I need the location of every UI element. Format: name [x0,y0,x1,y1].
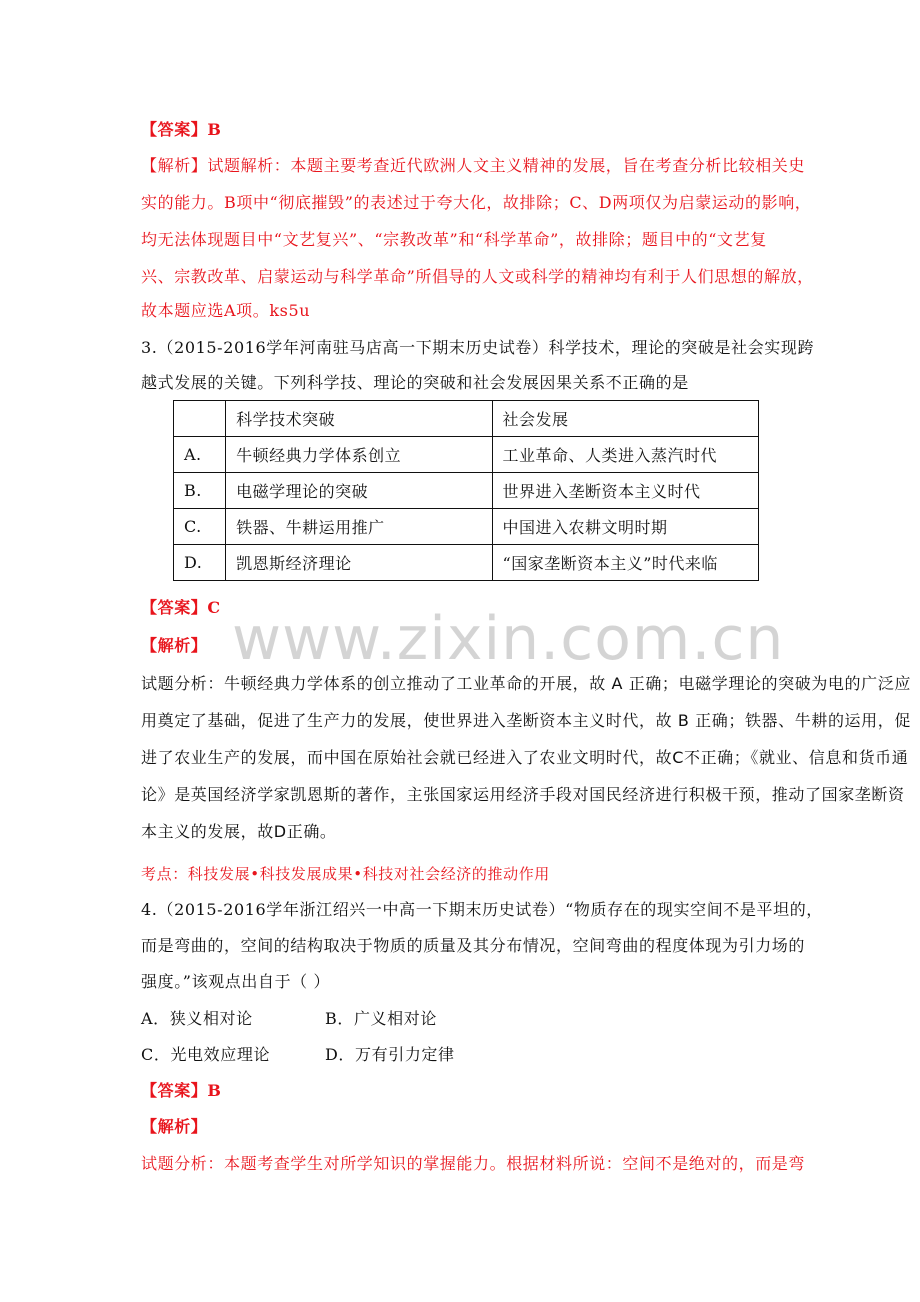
table-cell: C. [174,509,226,545]
q2-analysis-line: 【解析】试题解析：本题主要考查近代欧洲人文主义精神的发展，旨在考查分析比较相关史 [141,156,806,175]
q3-analysis-line: 用奠定了基础，促进了生产力的发展，使世界进入垄断资本主义时代，故 B 正确；铁器、牛耕的运用，促 [141,711,911,730]
watermark: www.zixin.com.cn [232,604,785,674]
q2-analysis-line: 兴、宗教改革、启蒙运动与科学革命”所倡导的人文或科学的精神均有利于人们思想的解放， [141,267,814,286]
table-cell [174,401,226,437]
q2-analysis-line: 均无法体现题目中“文艺复兴”、“宗教改革”和“科学革命”，故排除；题目中的“文艺复 [141,230,767,249]
q4-option-b: B．广义相对论 [325,1009,437,1028]
q2-analysis-line: 故本题应选A项。ks5u [141,301,311,320]
table-cell: “国家垄断资本主义”时代来临 [492,545,758,581]
q4-option-a: A．狭义相对论 [141,1009,253,1028]
table-row [174,545,759,581]
table-row [174,473,759,509]
q3-answer: 【答案】C [141,598,221,617]
q4-option-d: D．万有引力定律 [325,1045,455,1064]
table-header-row [174,401,759,437]
table-cell: 凯恩斯经济理论 [226,545,492,581]
table-cell: 铁器、牛耕运用推广 [226,509,492,545]
q4-option-c: C．光电效应理论 [141,1045,271,1064]
q3-analysis-line: 试题分析：牛顿经典力学体系的创立推动了工业革命的开展，故 A 正确；电磁学理论的突破为电的广泛应 [141,674,911,693]
q3-question-line: 越式发展的关键。下列科学技、理论的突破和社会发展因果关系不正确的是 [141,373,689,392]
table-row [174,509,759,545]
table-cell: 世界进入垄断资本主义时代 [492,473,758,509]
table-cell: 电磁学理论的突破 [226,473,492,509]
q4-answer: 【答案】B [141,1081,222,1100]
table-cell: 社会发展 [492,401,758,437]
table-cell: A. [174,437,226,473]
q2-answer: 【答案】B [141,120,222,139]
q3-analysis-line: 本主义的发展，故D正确。 [141,822,337,841]
q3-analysis-line: 进了农业生产的发展，而中国在原始社会就已经进入了农业文明时代，故C不正确；《就业、信息和货币通 [141,748,909,767]
q4-question-line: 4.（2015-2016学年浙江绍兴一中高一下期末历史试卷）“物质存在的现实空间不是平坦的， [141,900,823,919]
q3-analysis-line: 论》是英国经济学家凯恩斯的著作，主张国家运用经济手段对国民经济进行积极干预，推动了国家垄断资 [141,785,905,804]
q4-question-line: 强度。”该观点出自于（ ） [141,972,331,991]
q3-table [173,400,759,581]
table-cell: 中国进入农耕文明时期 [492,509,758,545]
q3-analysis-label: 【解析】 [141,636,208,655]
table-cell: D. [174,545,226,581]
table-cell: 科学技术突破 [226,401,492,437]
table-cell: 牛顿经典力学体系创立 [226,437,492,473]
q4-analysis-line: 试题分析：本题考查学生对所学知识的掌握能力。根据材料所说：空间不是绝对的，而是弯 [141,1154,806,1173]
table-cell: 工业革命、人类进入蒸汽时代 [492,437,758,473]
q3-kaodian: 考点：科技发展•科技发展成果•科技对社会经济的推动作用 [141,865,550,883]
q4-analysis-label: 【解析】 [141,1117,208,1136]
q4-question-line: 而是弯曲的，空间的结构取决于物质的质量及其分布情况，空间弯曲的程度体现为引力场的 [141,936,806,955]
table-row [174,437,759,473]
q3-question-line: 3.（2015-2016学年河南驻马店高一下期末历史试卷）科学技术，理论的突破是社会实现跨 [141,338,815,357]
q2-analysis-line: 实的能力。B项中“彻底摧毁”的表述过于夸大化，故排除；C、D两项仅为启蒙运动的影响， [141,193,812,212]
table-cell: B. [174,473,226,509]
